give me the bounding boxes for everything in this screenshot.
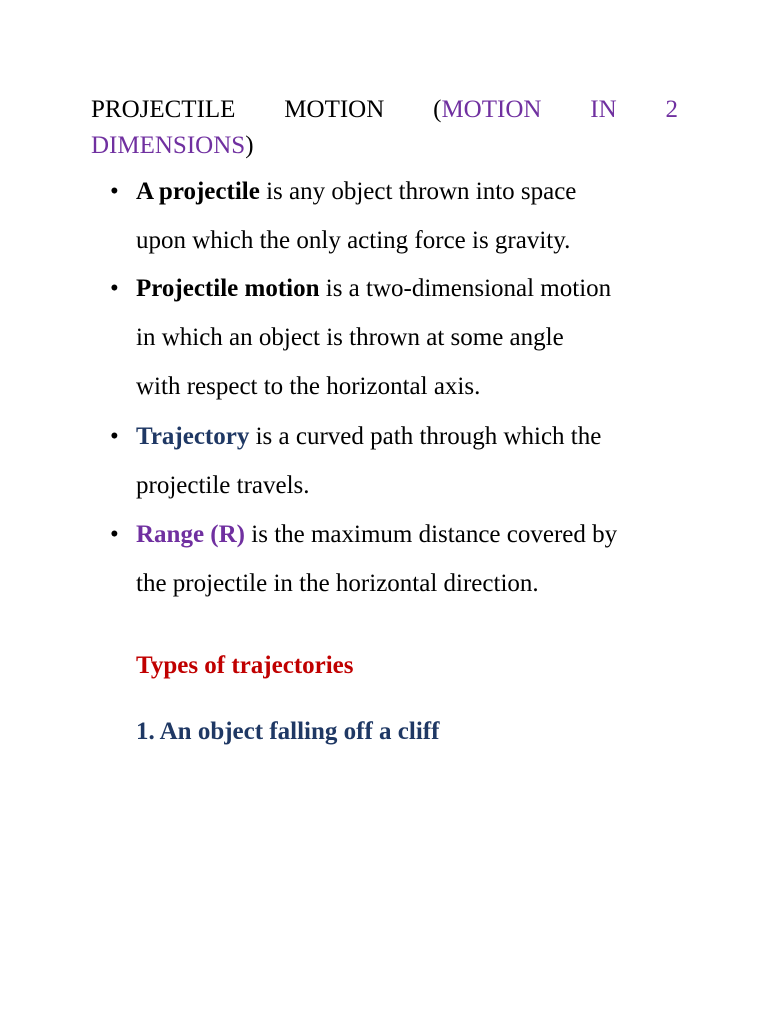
bullet-icon: • [110, 275, 119, 302]
list-item [110, 412, 696, 510]
term-projectile-motion: Projectile motion [136, 275, 320, 302]
term-range: Range (R) [136, 521, 246, 548]
title-word-motion: MOTION [284, 96, 385, 123]
list-item [110, 167, 696, 265]
bullet-icon: • [110, 521, 119, 548]
list-item-line-2: in which an object is thrown at some angle [136, 324, 564, 351]
definition-text: is a curved path through which the [249, 423, 602, 450]
list-item-line-1 [136, 167, 696, 216]
section-heading: Types of trajectories [136, 652, 354, 679]
list-item-line-3: with respect to the horizontal axis. [136, 373, 481, 400]
bullet-icon: • [110, 178, 119, 205]
definition-text: is the maximum distance covered by [245, 521, 618, 548]
definition-text: is any object thrown into space [259, 178, 577, 205]
definition-text: is a two-dimensional motion [319, 275, 612, 302]
term-projectile: A projectile [136, 178, 260, 205]
list-item-line-1 [136, 510, 696, 559]
title-word-projectile: PROJECTILE [91, 96, 236, 123]
subsection-heading: 1. An object falling off a cliff [136, 718, 440, 745]
title-sub-2: 2 [665, 96, 678, 123]
title-close-paren: ) [245, 132, 254, 159]
title-line-1 [91, 92, 678, 128]
title-sub-in: IN [590, 96, 617, 123]
term-trajectory: Trajectory [136, 423, 250, 450]
list-item-line-2: the projectile in the horizontal direction. [136, 570, 539, 597]
title-subtitle-part-1 [433, 92, 541, 128]
list-item-line-1 [136, 264, 696, 313]
title-line-2 [91, 128, 678, 164]
title-sub-motion: MOTION [441, 96, 542, 123]
title-sub-dimensions: DIMENSIONS [91, 132, 246, 159]
list-item-line-1 [136, 412, 696, 461]
title-open-paren: ( [433, 96, 442, 123]
list-item-line-2: projectile travels. [136, 472, 310, 499]
page-title [91, 92, 678, 164]
list-item-line-2: upon which the only acting force is gravity. [136, 227, 571, 254]
list-item [110, 264, 696, 411]
bullet-icon: • [110, 423, 119, 450]
list-item [110, 510, 696, 608]
